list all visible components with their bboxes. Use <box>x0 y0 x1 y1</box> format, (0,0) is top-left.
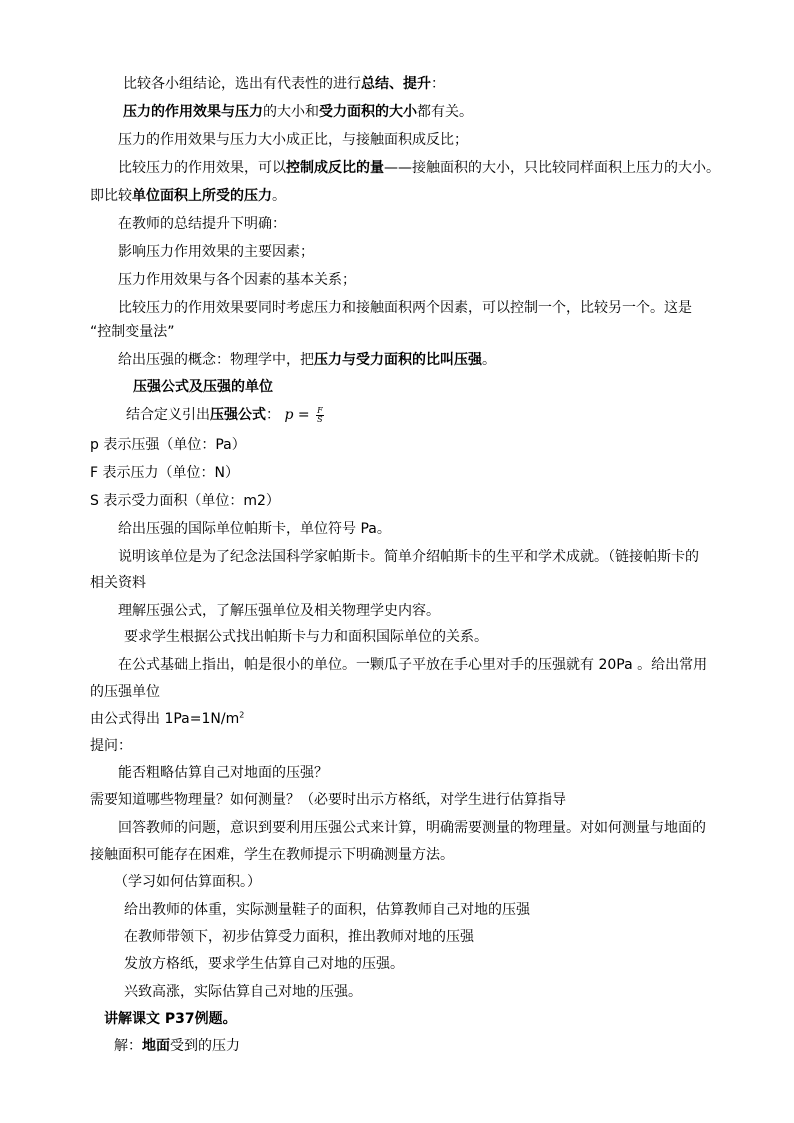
text: ： <box>431 76 445 92</box>
formula-fraction <box>316 407 324 424</box>
bold-text: 受力面积的大小 <box>319 104 417 120</box>
paragraph-line: 比较压力的作用效果要同时考虑压力和接触面积两个因素，可以控制一个，比较另一个。这是 <box>118 300 692 316</box>
paragraph-line: 说明该单位是为了纪念法国科学家帕斯卡。简单介绍帕斯卡的生平和学术成就。（链接帕斯卡的 <box>118 549 699 565</box>
paragraph-line: 影响压力作用效果的主要因素； <box>118 244 314 260</box>
bold-text: 地面 <box>142 1038 170 1054</box>
bold-text: 单位面积上所受的压力 <box>132 188 272 204</box>
paragraph-line: 发放方格纸，要求学生估算自己对地的压强。 <box>124 956 404 972</box>
paragraph-line: （学习如何估算面积。） <box>114 874 261 890</box>
formula-p: p <box>284 407 294 423</box>
paragraph-line: 能否粗略估算自己对地面的压强？ <box>118 765 328 781</box>
paragraph-line: 相关资料 <box>90 575 146 591</box>
paragraph-line <box>114 1037 240 1055</box>
text: 由公式得出 1Pa=1N/m <box>90 711 240 727</box>
pressure-formula <box>284 407 323 423</box>
definition-line: F 表示压力（单位：N） <box>90 465 239 481</box>
text: 。 <box>272 188 286 204</box>
text: 结合定义引出 <box>126 407 210 423</box>
bold-text: 压力的作用效果与压力 <box>123 104 263 120</box>
section-heading: 讲解课文 P37例题。 <box>104 1011 237 1027</box>
paragraph-line: 在教师带领下，初步估算受力面积，推出教师对地的压强 <box>124 929 474 945</box>
formula-line <box>126 406 324 424</box>
paragraph-line: 在公式基础上指出，帕是很小的单位。一颗瓜子平放在手心里对手的压强就有 20Pa 。给出常用 <box>118 657 708 673</box>
bold-text: 压力与受力面积的比叫压强 <box>314 352 482 368</box>
paragraph-line: 要求学生根据公式找出帕斯卡与力和面积国际单位的关系。 <box>124 629 488 645</box>
paragraph-line: 回答教师的问题，意识到要利用压强公式来计算，明确需要测量的物理量。对如何测量与地面的 <box>118 820 706 836</box>
text: 比较各小组结论，选出有代表性的进行 <box>123 76 361 92</box>
paragraph-line: 兴致高涨，实际估算自己对地的压强。 <box>124 984 362 1000</box>
fraction-numerator: F <box>317 405 323 415</box>
text: 解： <box>114 1038 142 1054</box>
section-heading: 压强公式及压强的单位 <box>133 379 273 395</box>
text: ： <box>266 407 280 423</box>
bold-text: 压强公式 <box>210 407 266 423</box>
paragraph-line: “控制变量法” <box>90 324 175 340</box>
text: 比较压力的作用效果，可以 <box>118 160 286 176</box>
paragraph-line <box>90 187 286 205</box>
paragraph-line: 压力作用效果与各个因素的基本关系； <box>118 272 356 288</box>
fraction-denominator: S <box>317 414 323 424</box>
paragraph-line: 需要知道哪些物理量？如何测量？（必要时出示方格纸，对学生进行估算指导 <box>90 792 566 808</box>
paragraph-line: 提问： <box>90 738 132 754</box>
paragraph-line <box>123 75 445 93</box>
text: 受到的压力 <box>170 1038 240 1054</box>
paragraph-line: 理解压强公式，了解压强单位及相关物理学史内容。 <box>118 603 440 619</box>
paragraph-line: 在教师的总结提升下明确： <box>118 216 286 232</box>
paragraph-line <box>90 710 244 728</box>
paragraph-line: 接触面积可能存在困难，学生在教师提示下明确测量方法。 <box>90 847 454 863</box>
bold-text: 控制成反比的量 <box>286 160 384 176</box>
definition-line: p 表示压强（单位：Pa） <box>90 437 246 453</box>
text: 。 <box>482 352 496 368</box>
paragraph-line: 给出教师的体重，实际测量鞋子的面积，估算教师自己对地的压强 <box>124 902 530 918</box>
paragraph-line: 给出压强的国际单位帕斯卡，单位符号 Pa。 <box>118 521 391 537</box>
text: 给出压强的概念：物理学中，把 <box>118 352 314 368</box>
formula-equals: = <box>293 407 315 423</box>
definition-line: S 表示受力面积（单位：m2） <box>90 493 280 509</box>
paragraph-line <box>118 159 720 177</box>
paragraph-line: 的压强单位 <box>90 684 160 700</box>
bold-text: 总结、提升 <box>361 76 431 92</box>
text: ——接触面积的大小，只比较同样面积上压力的大小。 <box>384 160 720 176</box>
text: 都有关。 <box>417 104 473 120</box>
paragraph-line <box>123 103 473 121</box>
text: 即比较 <box>90 188 132 204</box>
paragraph-line: 压力的作用效果与压力大小成正比，与接触面积成反比； <box>118 132 468 148</box>
text: 的大小和 <box>263 104 319 120</box>
superscript: 2 <box>239 710 245 720</box>
paragraph-line <box>118 351 496 369</box>
